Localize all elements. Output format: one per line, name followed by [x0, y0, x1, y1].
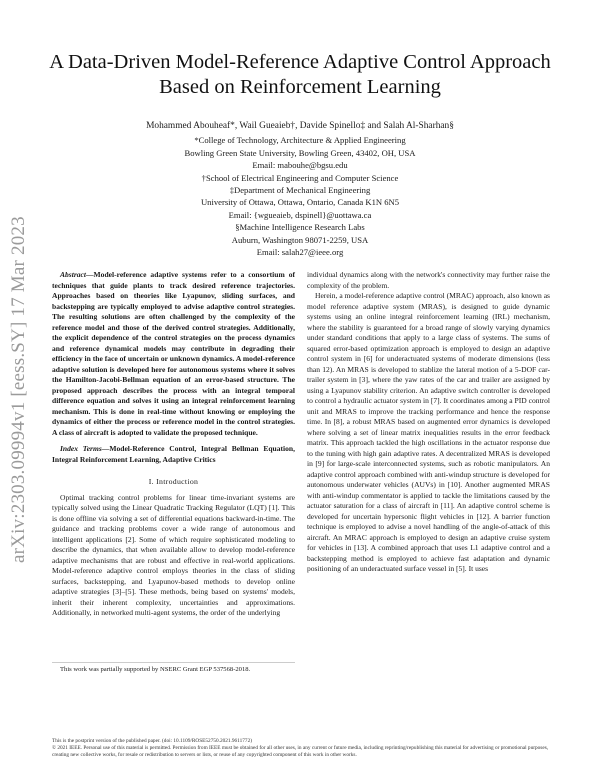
- affiliation-email[interactable]: Email: mabouhe@bgsu.edu: [252, 160, 348, 171]
- abstract-text: —Model-reference adaptive systems refer to a consortium of techniques that guide plants to track desired reference trajectories. Approaches based on theories like Lyapunov, sliding surfaces, and backstepping are typically employed to advise adaptive control strategies. The resulting solutions are often challenged by the complexity of the reference model and those of the derived control strategies. Additionally, the explicit dependence of the control strategies on the process dynamics and reference dynamical models may contribute in degrading their efficiency in the face of uncertain or unknown dynamics. A model-reference adaptive solution is developed here for autonomous systems where it solves the Hamilton-Jacobi-Bellman equation of an error-based structure. The proposed approach describes the process with an integral temporal difference equation and solves it using an integral reinforcement learning mechanism. This is done in real-time without knowing or employing the dynamics of either the process or reference model in the control strategies. A class of aircraft is adopted to validate the proposed technique.: [52, 270, 295, 437]
- footnote-divider: [52, 662, 295, 663]
- affiliation-line: †School of Electrical Engineering and Computer Science: [201, 172, 399, 183]
- index-terms-text: —Model-Reference Control, Integral Bellman Equation, Integral Reinforcement Learning, Adaptive Critics: [52, 444, 295, 464]
- author-names: Mohammed Abouheaf*, Wail Gueaieb†, Davide Spinello‡ and Salah Al-Sharhan§: [146, 121, 454, 131]
- intro-paragraph-1: Optimal tracking control problems for linear time-invariant systems are typically solved using the Linear Quadratic Tracking Regulator (LQT) [1]. This is done offline via solving a set of differential equations backward-in-time. The guidance and tracking problems cover a wide range of autonomous and intelligent applications [2]. Some of which require sophisticated modeling to describe the dynamics, that when available allow to develop model-reference adaptive mechanisms that are robust and effective in real-world applications. Model-reference adaptive control employs theories in the class of sliding surfaces, backstepping, and Lyapunov-based methods to develop online adaptive strategies [3]–[5]. These methods, being based on systems' models, inherit their inherent complexity, uncertainties and approximations. Additionally, in networked multi-agent systems, the order of the underlying: [52, 492, 295, 617]
- intro-paragraph-1-continued: individual dynamics along with the network's connectivity may further raise the complexity of the problem.: [307, 270, 550, 290]
- funding-footnote: This work was partially supported by NSERC Grant EGP 537568-2018.: [60, 666, 251, 673]
- arxiv-identifier: arXiv:2303.09994v1 [eess.SY] 17 Mar 2023: [8, 216, 29, 564]
- right-column: [307, 270, 550, 575]
- abstract: [52, 270, 295, 438]
- affiliation-email[interactable]: Email: {wgueaieb, dspinell}@uottawa.ca: [228, 209, 372, 220]
- affiliation-line: Auburn, Washington 98071-2259, USA: [231, 234, 369, 245]
- ieee-copyright: © 2021 IEEE. Personal use of this material is permitted. Permission from IEEE must be obtained for all other uses, in any current or future media, including reprinting/republishing this material for advertising or promotional purposes, creating new collective works, for resale or redistribution to servers or lists, or reuse of any copyrighted component of this work in other works.: [52, 744, 549, 758]
- copyright-notice: [52, 738, 552, 758]
- intro-paragraph-2: Herein, a model-reference adaptive control (MRAC) approach, also known as model reference adaptive system (MRAS), is designed to guide dynamic systems using an online integral reinforcement learning (IRL) mechanism, where the stability is guaranteed for a broad range of slowly varying dynamics under standard conditions that apply to a large class of systems. The sums of squared error-based optimization approach is employed to design an adaptive control system in [6] for underactuated systems of moderate dimensions (less than 12). An MRAS is developed to stablize the lateral motion of a 5-DOF car-trailer system in [3], where the yaw rates of the car and trailer are assigned by using a Lyapunov stability criterion. An adaptive switch controller is developed to control a hydraulic actuator system in [7]. It coordinates among a PID control unit and MRAS to improve the tracking performance and hence the response time. In [8], a robust MRAS based on augmented error dynamics is developed where solving a set of linear matrix inequalities results in the error feedback matrix. This approach tackled the high oscillations in the actuator response due to the tuning with high gain adaptive rates. A decentralized MRAS is developed in [9] for large-scale interconnected systems, such as robotic manipulators. An adaptive control approach combined with anti-windup structure is developed for autonomous underwater vehicles (AUVs) in [10]. Another augmented MRAS with anti-windup commentator is applied to tackle the limitations caused by the actuator saturation for a class of aircraft in [11]. An adaptive control scheme is developed for uncertain hypersonic flight vehicles in [12]. A barrier function technique is employed to advise a novel handling of the angle-of-attack of this aircraft. An MRAC approach is employed to design an adaptive cruise system for vehicles in [13]. A combined approach that uses L1 adaptive control and a backstepping method is employed to achieve fast adaptation and dynamic positioning of an underactuated surface vessel in [5]. It uses: [307, 291, 550, 573]
- index-terms-lead: Index Terms: [60, 444, 102, 453]
- affiliation-line: University of Ottawa, Ottawa, Ontario, Canada K1N 6N5: [200, 197, 400, 208]
- affiliation-line: §Machine Intelligence Research Labs: [235, 222, 365, 233]
- postprint-notice: This is the postprint version of the published paper. (doi: 10.1109/ROSE52750.2021.9611772): [52, 738, 252, 744]
- abstract-lead: Abstract: [60, 270, 86, 279]
- author-block: [40, 120, 560, 258]
- affiliation-line: *College of Technology, Architecture & Applied Engineering: [194, 135, 406, 146]
- affiliation-email[interactable]: Email: salah27@ieee.org: [256, 247, 344, 258]
- left-column: [52, 270, 295, 619]
- section-heading-introduction: I. Introduction: [148, 477, 199, 486]
- paper-title: A Data-Driven Model-Reference Adaptive Control Approach Based on Reinforcement Learning: [49, 51, 551, 98]
- index-terms: [52, 444, 295, 465]
- affiliation-line: ‡Department of Mechanical Engineering: [229, 185, 371, 196]
- affiliation-line: Bowling Green State University, Bowling Green, 43402, OH, USA: [184, 147, 416, 158]
